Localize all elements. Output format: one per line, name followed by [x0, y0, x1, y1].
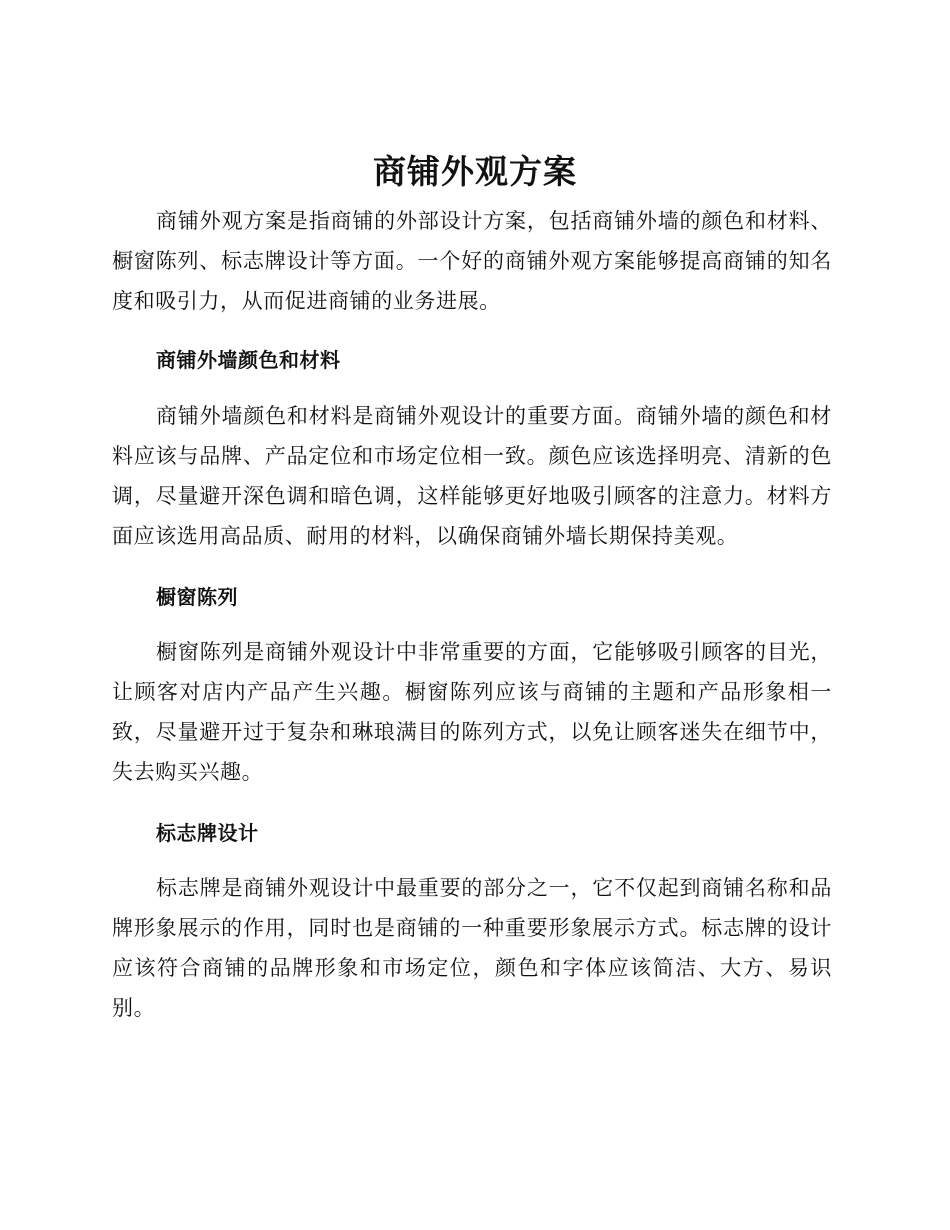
section-heading-signage: 标志牌设计	[156, 821, 259, 845]
section-body-window-display: 橱窗陈列是商铺外观设计中非常重要的方面，它能够吸引顾客的目光，让顾客对店内产品产生兴趣。橱窗陈列应该与商铺的主题和产品形象相一致，尽量避开过于复杂和琳琅满目的陈列方式，以免让顾客迷失在细节中，失去购买兴趣。	[112, 640, 832, 784]
document-title: 商铺外观方案	[373, 152, 577, 191]
section-heading-wall: 商铺外墙颜色和材料	[156, 348, 341, 372]
intro-paragraph: 商铺外观方案是指商铺的外部设计方案，包括商铺外墙的颜色和材料、橱窗陈列、标志牌设计等方面。一个好的商铺外观方案能够提高商铺的知名度和吸引力，从而促进商铺的业务进展。	[112, 209, 832, 313]
section-body-signage: 标志牌是商铺外观设计中最重要的部分之一，它不仅起到商铺名称和品牌形象展示的作用，同时也是商铺的一种重要形象展示方式。标志牌的设计应该符合商铺的品牌形象和市场定位，颜色和字体应该简洁、大方、易识别。	[112, 876, 832, 1020]
section-body-wall: 商铺外墙颜色和材料是商铺外观设计的重要方面。商铺外墙的颜色和材料应该与品牌、产品定位和市场定位相一致。颜色应该选择明亮、清新的色调，尽量避开深色调和暗色调，这样能够更好地吸引顾客的注意力。材料方面应该选用高品质、耐用的材料，以确保商铺外墙长期保持美观。	[112, 404, 832, 548]
section-heading-window-display: 橱窗陈列	[156, 585, 238, 609]
